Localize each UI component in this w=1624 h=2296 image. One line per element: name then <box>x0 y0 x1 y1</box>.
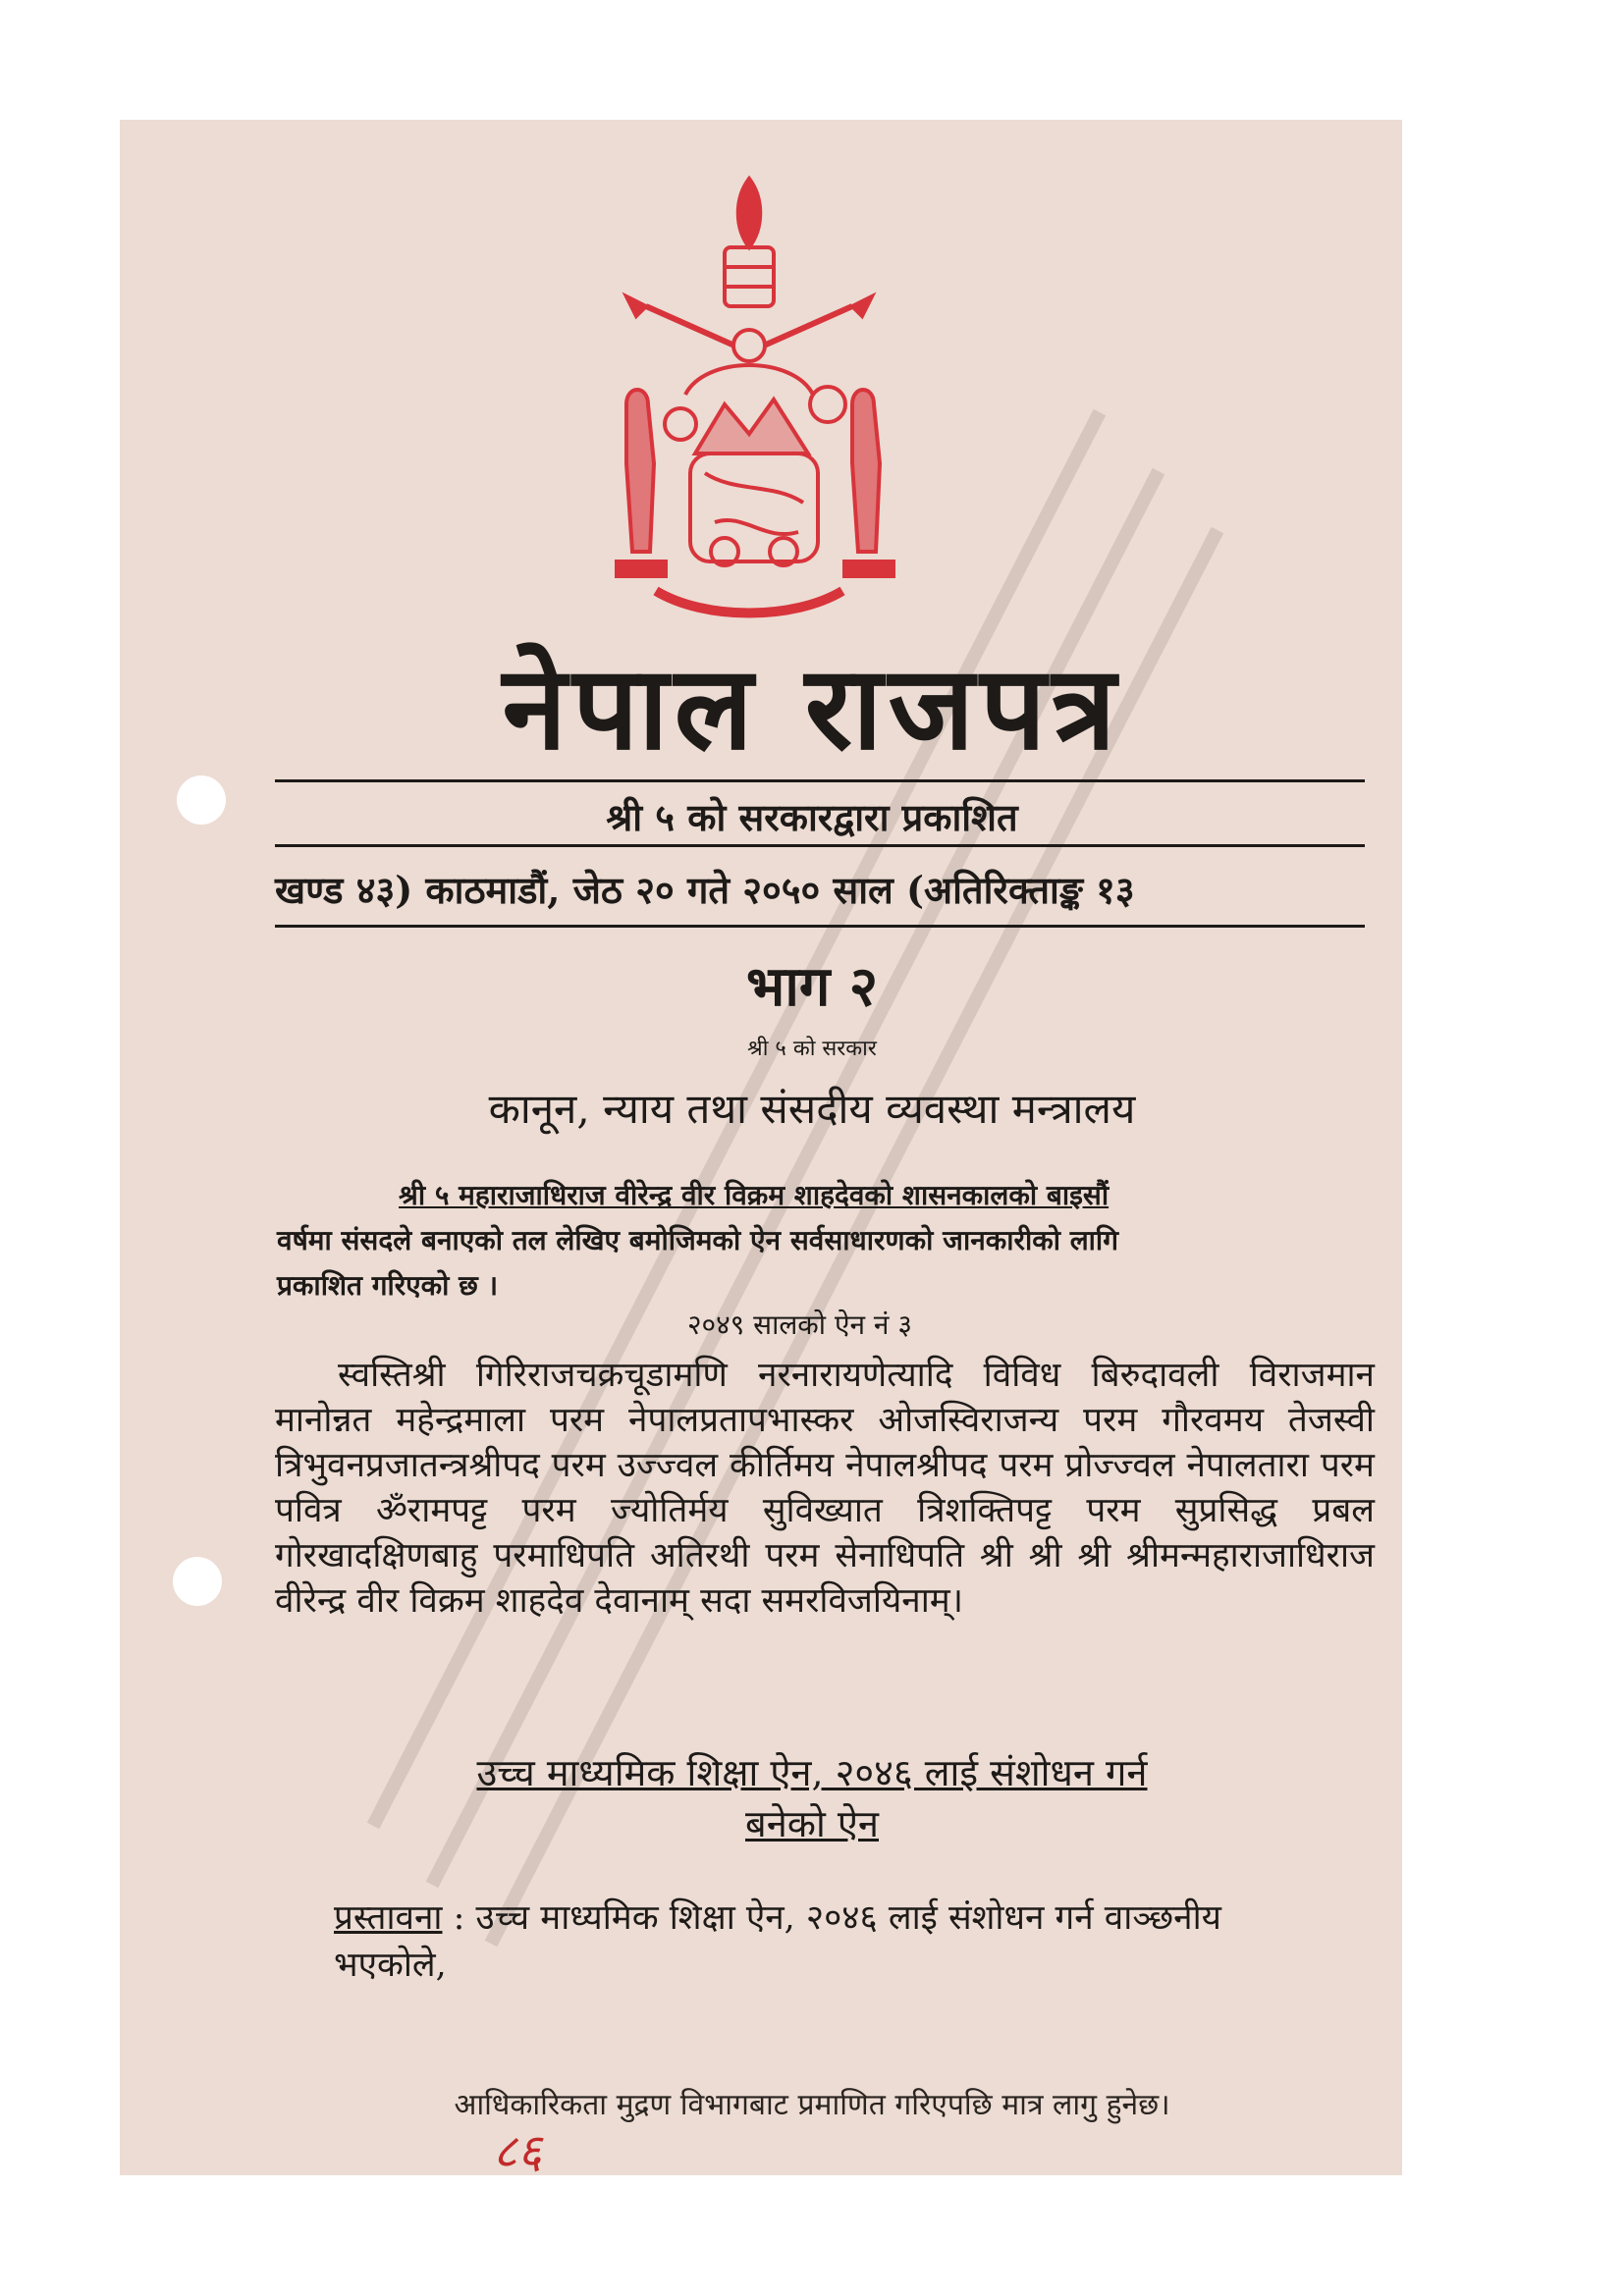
publication-notice <box>277 1173 1118 1308</box>
salutation-text: स्वस्तिश्री गिरिराजचक्रचूडामणि नरनारायणेत्यादि विविध बिरुदावली विराजमान मानोन्नत महेन्द्रमाला परम नेपालप्रतापभास्कर ओजस्विराजन्य परम गौरवमय तेजस्वी त्रिभुवनप्रजातन्त्रश्रीपद परम उज्ज्वल कीर्तिमय नेपालश्रीपद परम प्रोज्ज्वल नेपालतारा परम पवित्र ॐरामपट्ट परम ज्योतिर्मय सुविख्यात त्रिशक्तिपट्ट परम सुप्रसिद्ध प्रबल गोरखादक्षिणबाहु परमाधिपति अतिरथी परम सेनाधिपति श्री श्री श्री श्रीमन्महाराजाधिराज वीरेन्द्र वीर विक्रम शाहदेव देवानाम् सदा समरविजयिनाम्। <box>275 1356 1375 1621</box>
act-title-line: उच्च माध्यमिक शिक्षा ऐन, २०४६ लाई संशोधन गर्न <box>476 1751 1148 1794</box>
notice-line: प्रकाशित गरिएको छ । <box>277 1269 499 1302</box>
issue-line: खण्ड ४३) काठमाडौं, जेठ २० गते २०५० साल (अतिरिक्ताङ्क १३ <box>275 868 1135 912</box>
notice-line: श्री ५ महाराजाधिराज वीरेन्द्र वीर विक्रम शाहदेवको शासनकालको बाइसौं <box>399 1179 1110 1211</box>
header-rule <box>275 779 1365 782</box>
ministry-name: कानून, न्याय तथा संसदीय व्यवस्था मन्त्रालय <box>488 1085 1136 1133</box>
notice-line: वर्षमा संसदले बनाएको तल लेखिए बमोजिमको ऐन सर्वसाधारणको जानकारीको लागि <box>277 1224 1118 1256</box>
preamble-text: उच्च माध्यमिक शिक्षा ऐन, २०४६ लाई संशोधन गर्न वाञ्छनीय भएकोले, <box>334 1898 1221 1985</box>
header-rule <box>275 844 1365 847</box>
coat-of-arms-icon <box>587 159 911 638</box>
header-rule <box>275 925 1365 928</box>
gazette-title: नेपाल राजपत्र <box>502 639 1122 775</box>
government-label: श्री ५ को सरकार <box>747 1037 877 1061</box>
preamble-label: प्रस्तावना <box>334 1898 443 1938</box>
act-title-line: बनेको ऐन <box>745 1802 879 1845</box>
part-heading: भाग २ <box>745 954 879 1019</box>
salutation-paragraph <box>275 1353 1375 1624</box>
handwritten-page-mark: ८६ <box>493 2124 542 2179</box>
published-by: श्री ५ को सरकारद्वारा प्रकाशित <box>606 795 1018 839</box>
act-title <box>0 1747 1624 1849</box>
punch-hole <box>173 1557 222 1606</box>
act-number: २०४९ सालको ऐन नं ३ <box>687 1308 912 1341</box>
preamble: प्रस्तावना : उच्च माध्यमिक शिक्षा ऐन, २०४६ लाई संशोधन गर्न वाञ्छनीय भएकोले, <box>334 1898 1221 1985</box>
footer-note: आधिकारिकता मुद्रण विभागबाट प्रमाणित गरिएपछि मात्र लागु हुनेछ। <box>454 2088 1170 2122</box>
